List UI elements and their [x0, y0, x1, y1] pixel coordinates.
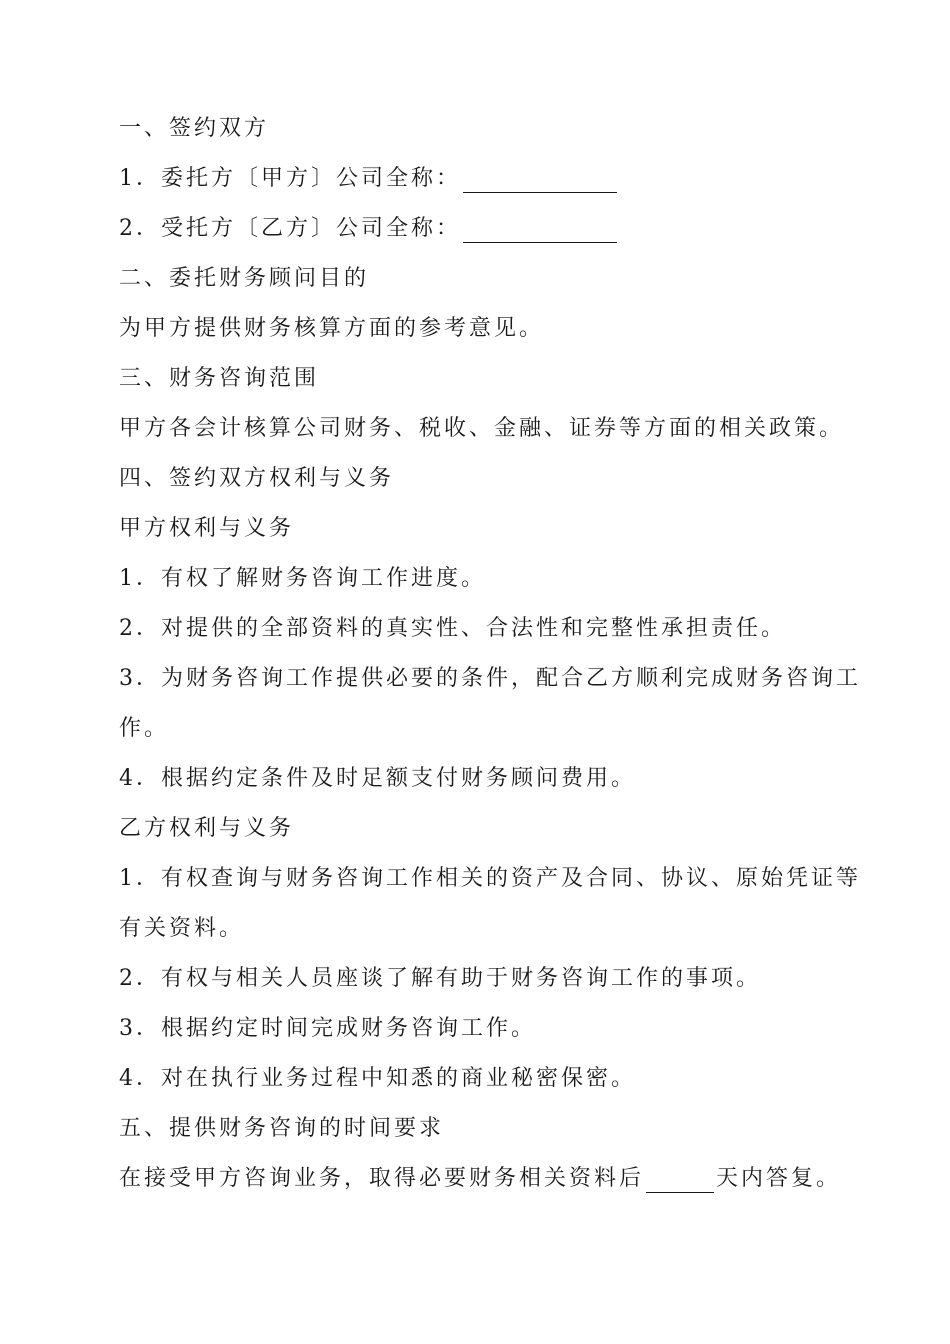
section-2-text: 为甲方提供财务核算方面的参考意见。: [119, 316, 545, 341]
party-b-rights-item-continued: 有关资料。: [119, 916, 245, 941]
party-a-label: 1．委托方〔甲方〕公司全称：: [119, 166, 461, 191]
party-a-rights-item: 3．为财务咨询工作提供必要的条件，配合乙方顺利完成财务咨询工: [119, 666, 861, 691]
section-5-title: 五、提供财务咨询的时间要求: [119, 1116, 445, 1141]
party-a-rights-item: 4．根据约定条件及时足额支付财务顾问费用。: [119, 766, 636, 791]
section-5-text: [119, 1154, 842, 1204]
party-b-rights-item: 1．有权查询与财务咨询工作相关的资产及合同、协议、原始凭证等: [119, 866, 861, 891]
party-a-name-blank: [463, 162, 617, 193]
section-3-text: 甲方各会计核算公司财务、税收、金融、证券等方面的相关政策。: [119, 416, 845, 441]
section-3-title: 三、财务咨询范围: [119, 366, 320, 391]
section-2-title: 二、委托财务顾问目的: [119, 266, 370, 291]
days-blank: [646, 1162, 714, 1193]
party-b-label: 2．受托方〔乙方〕公司全称：: [119, 216, 461, 241]
party-a-name-line: [119, 154, 839, 204]
party-b-rights-item: 4．对在执行业务过程中知悉的商业秘密保密。: [119, 1066, 636, 1091]
section-5-text-after: 天内答复。: [716, 1166, 842, 1191]
party-a-rights-item: 1．有权了解财务咨询工作进度。: [119, 566, 486, 591]
section-4-title: 四、签约双方权利与义务: [119, 466, 395, 491]
party-a-rights-item-continued: 作。: [119, 716, 170, 741]
party-a-rights-item: 2．对提供的全部资料的真实性、合法性和完整性承担责任。: [119, 616, 786, 641]
party-b-rights-item: 3．根据约定时间完成财务咨询工作。: [119, 1016, 536, 1041]
party-b-name-blank: [463, 212, 617, 243]
party-a-rights-title: 甲方权利与义务: [119, 516, 295, 541]
document-body: [119, 104, 861, 1204]
party-b-rights-item: 2．有权与相关人员座谈了解有助于财务咨询工作的事项。: [119, 966, 761, 991]
section-5-text-before: 在接受甲方咨询业务，取得必要财务相关资料后: [119, 1166, 645, 1191]
party-b-rights-title: 乙方权利与义务: [119, 816, 295, 841]
section-1-title: 一、签约双方: [119, 116, 270, 141]
party-b-name-line: [119, 204, 839, 254]
